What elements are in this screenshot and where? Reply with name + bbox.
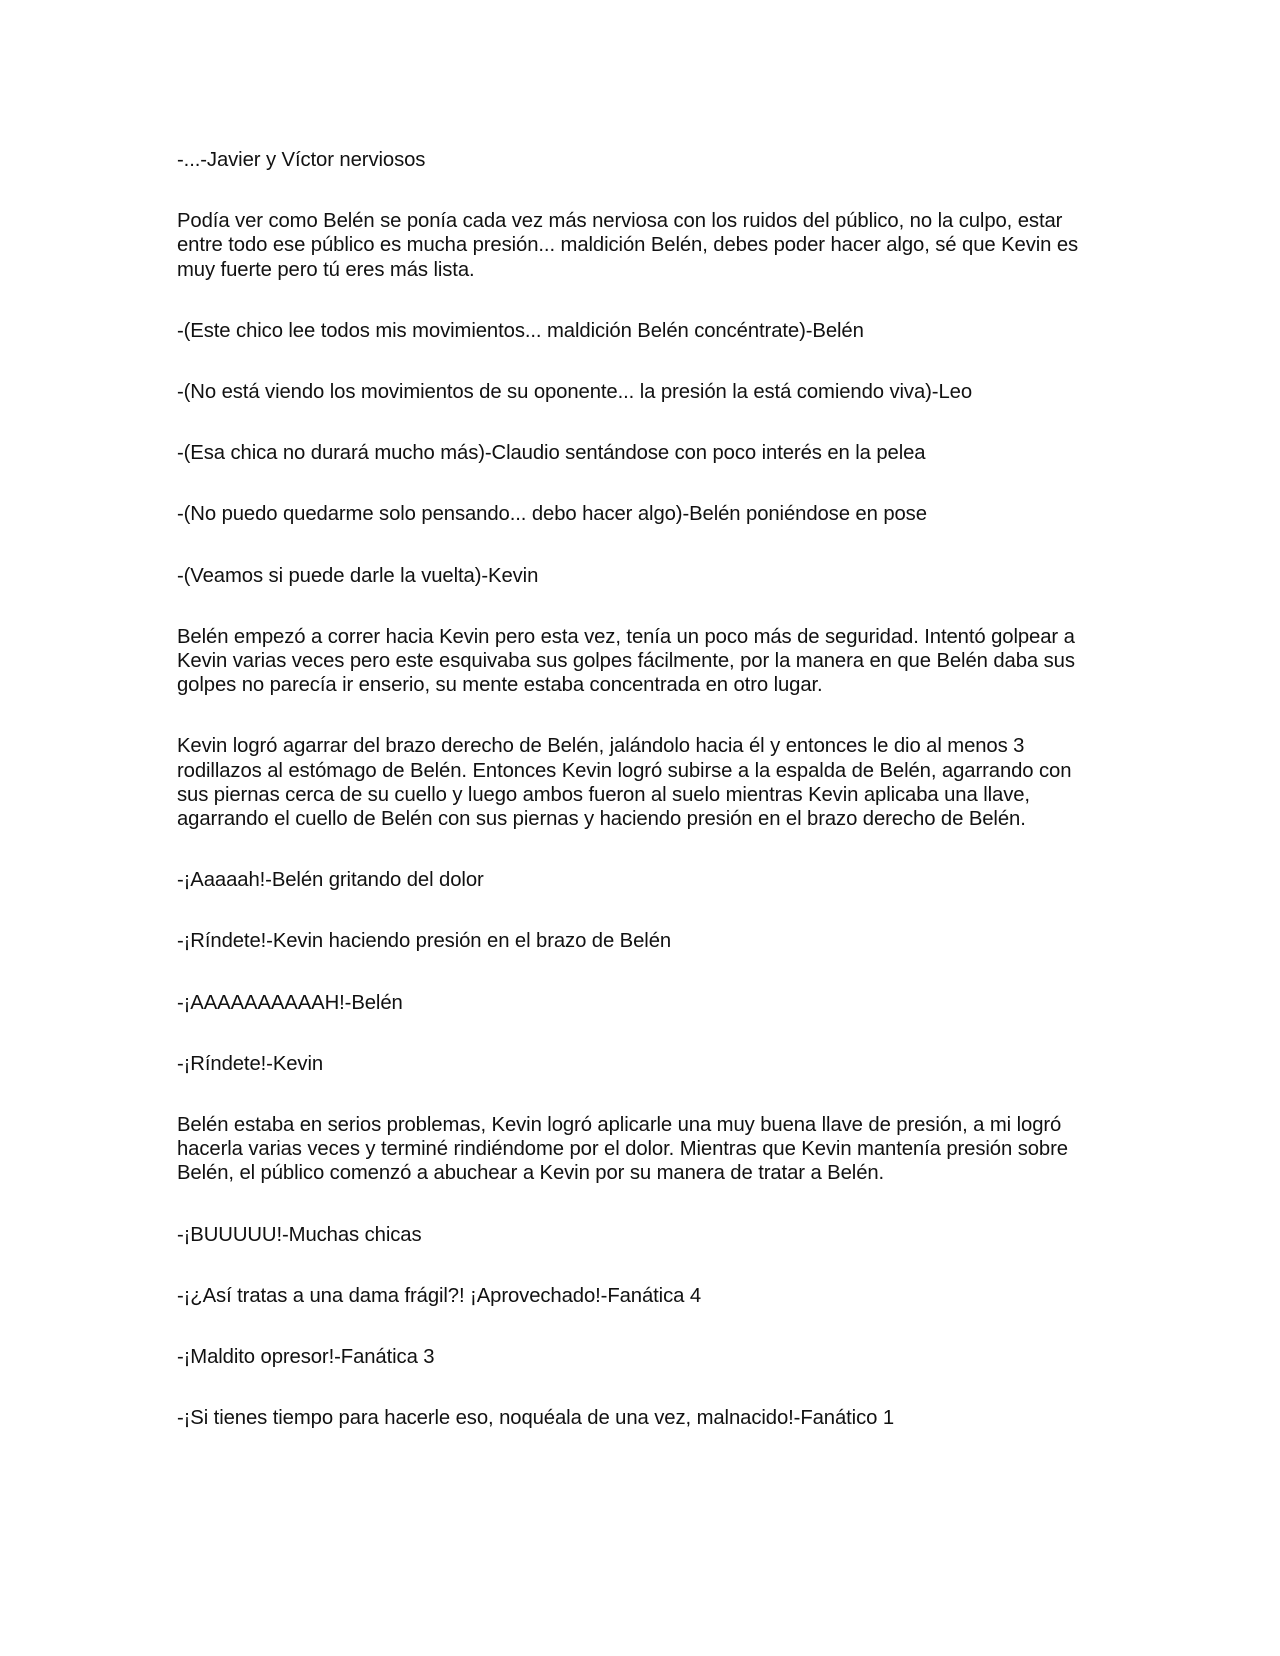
paragraph-17: -¡Maldito opresor!-Fanática 3 — [177, 1346, 435, 1369]
paragraph-11: -¡Ríndete!-Kevin haciendo presión en el brazo de Belén — [177, 930, 672, 953]
paragraph-18: -¡Si tienes tiempo para hacerle eso, noquéala de una vez, malnacido!-Fanático 1 — [177, 1407, 895, 1430]
paragraph-13: -¡Ríndete!-Kevin — [177, 1052, 324, 1075]
paragraph-9: Kevin logró agarrar del brazo derecho de Belén, jalándolo hacia él y entonces le dio al menos 3 rodillazos al estómago de Belén. Entonces Kevin logró subirse a la espalda de Belén, agarrando con sus piernas cerca de su cuello y luego ambos fueron al suelo mientras Kevin aplicaba una llave, agarrando el cuello de Belén con sus piernas y haciendo presión en el brazo derecho de Belén. — [177, 735, 1072, 831]
paragraph-6: -(No puedo quedarme solo pensando... debo hacer algo)-Belén poniéndose en pose — [177, 503, 927, 526]
paragraph-12: -¡AAAAAAAAAAH!-Belén — [177, 991, 403, 1014]
document-page — [177, 148, 1102, 1467]
paragraph-10: -¡Aaaaah!-Belén gritando del dolor — [177, 869, 484, 892]
paragraph-15: -¡BUUUUU!-Muchas chicas — [177, 1223, 422, 1246]
paragraph-7: -(Veamos si puede darle la vuelta)-Kevin — [177, 564, 539, 587]
paragraph-16: -¡¿Así tratas a una dama frágil?! ¡Aprovechado!-Fanática 4 — [177, 1284, 702, 1307]
paragraph-2: Podía ver como Belén se ponía cada vez más nerviosa con los ruidos del público, no la culpo, estar entre todo ese público es mucha presión... maldición Belén, debes poder hacer algo, sé que Kevin es muy fuerte pero tú eres más lista. — [177, 210, 1079, 281]
paragraph-5: -(Esa chica no durará mucho más)-Claudio sentándose con poco interés en la pelea — [177, 442, 926, 465]
paragraph-14: Belén estaba en serios problemas, Kevin logró aplicarle una muy buena llave de presión, a mi logró hacerla varias veces y terminé rindiéndome por el dolor. Mientras que Kevin mantenía presión sobre Belén, el público comenzó a abuchear a Kevin por su manera de tratar a Belén. — [177, 1114, 1068, 1185]
paragraph-8: Belén empezó a correr hacia Kevin pero esta vez, tenía un poco más de seguridad. Intentó golpear a Kevin varias veces pero este esquivaba sus golpes fácilmente, por la manera en que Belén daba sus golpes no parecía ir enserio, su mente estaba concentrada en otro lugar. — [177, 625, 1075, 697]
paragraph-3: -(Este chico lee todos mis movimientos... maldición Belén concéntrate)-Belén — [177, 319, 864, 342]
paragraph-4: -(No está viendo los movimientos de su oponente... la presión la está comiendo viva)-Leo — [177, 381, 972, 404]
paragraph-1: -...-Javier y Víctor nerviosos — [177, 149, 426, 171]
